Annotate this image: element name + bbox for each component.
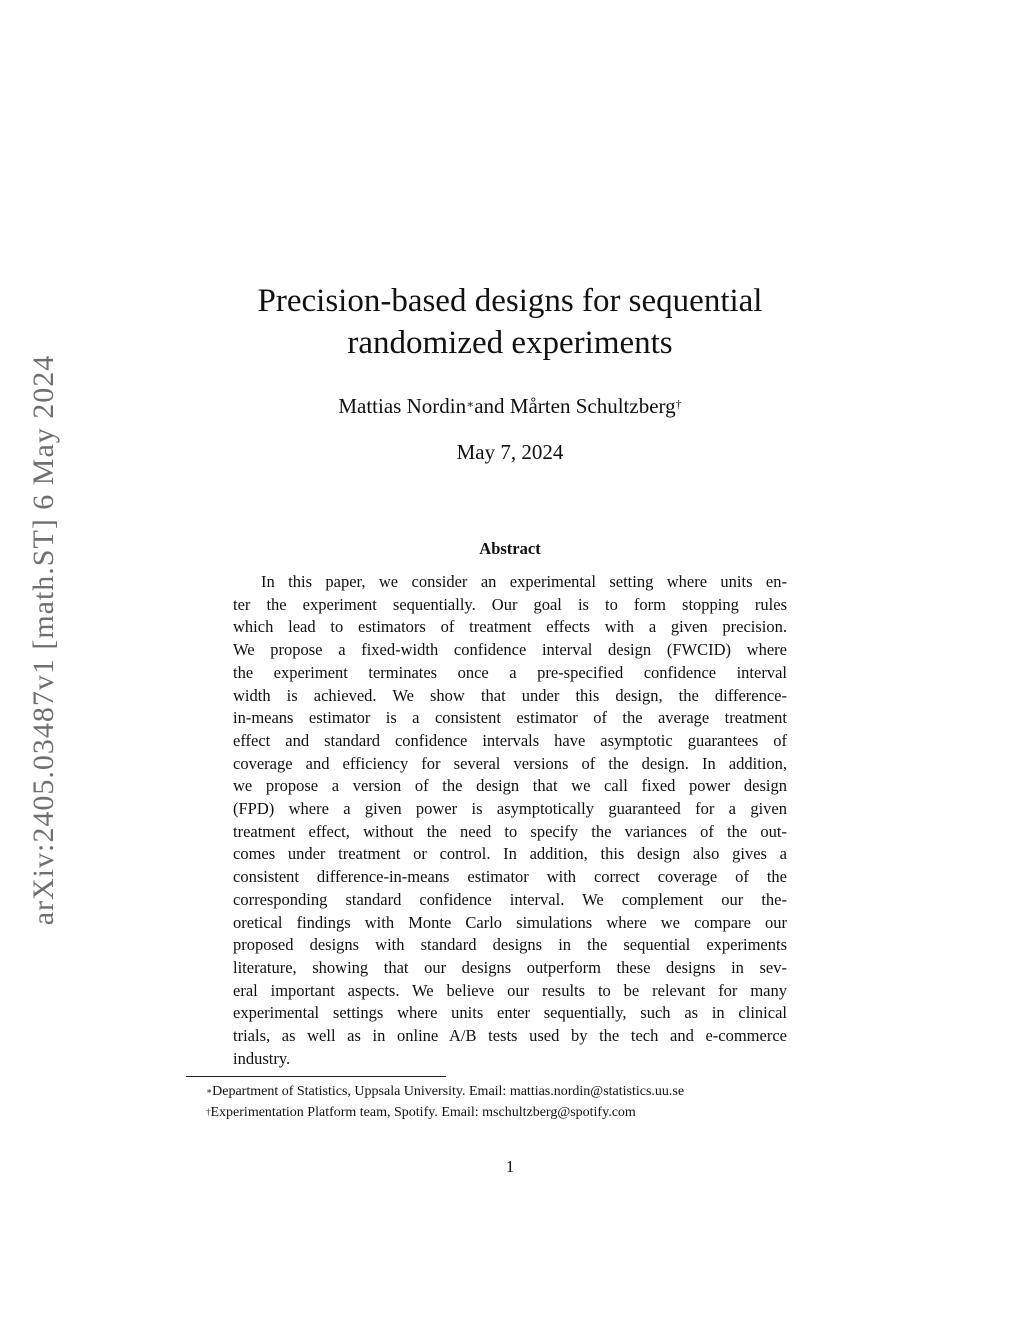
footnote-nordin — [206, 1081, 846, 1102]
abstract-line: eral important aspects. We believe our results to be relevant for many — [233, 980, 787, 1000]
abstract-line: literature, showing that our designs outperform these designs in sev- — [233, 957, 787, 977]
abstract-line: proposed designs with standard designs in the sequential experiments — [233, 935, 787, 955]
abstract-line: comes under treatment or control. In addition, this design also gives a — [233, 844, 787, 864]
abstract-line: We propose a fixed-width confidence interval design (FWCID) where — [233, 640, 787, 660]
abstract-line: ter the experiment sequentially. Our goal is to form stopping rules — [233, 594, 787, 614]
footnote-rule — [186, 1076, 446, 1077]
abstract-line: in-means estimator is a consistent estimator of the average treatment — [233, 708, 787, 728]
paper-title — [200, 280, 820, 364]
abstract-line: consistent difference-in-means estimator with correct coverage of the — [233, 867, 787, 887]
footnote-text[interactable]: Experimentation Platform team, Spotify. Email: mschultzberg@spotify.com — [210, 1105, 636, 1120]
abstract-line: In this paper, we consider an experimental setting where units en- — [261, 572, 787, 591]
arxiv-identifier-stamp[interactable]: arXiv:2405.03487v1 [math.ST] 6 May 2024 — [27, 354, 60, 926]
abstract-line: we propose a version of the design that we call fixed power design — [233, 776, 787, 796]
abstract-line: oretical findings with Monte Carlo simulations where we compare our — [233, 912, 787, 932]
footnote-mark: † — [206, 1107, 211, 1117]
abstract-line: coverage and efficiency for several versions of the design. In addition, — [233, 753, 787, 773]
footnote-schultzberg — [206, 1102, 846, 1123]
abstract-body — [233, 571, 787, 1070]
footnote-mark-dagger[interactable]: † — [675, 397, 682, 411]
abstract-line: treatment effect, without the need to specify the variances of the out- — [233, 821, 787, 841]
abstract-line: industry. — [233, 1048, 291, 1068]
abstract-line: width is achieved. We show that under this design, the difference- — [233, 685, 787, 705]
author-connector: and — [474, 394, 510, 418]
abstract-line: effect and standard confidence intervals have asymptotic guarantees of — [233, 730, 787, 750]
author-list — [200, 392, 820, 420]
title-line-2: randomized experiments — [347, 325, 673, 361]
abstract-line: corresponding standard confidence interval. We complement our the- — [233, 889, 787, 909]
footnote-mark-star[interactable]: ∗ — [466, 397, 475, 411]
title-line-1: Precision-based designs for sequential — [257, 283, 763, 319]
abstract-heading: Abstract — [479, 539, 541, 558]
footnote-text[interactable]: Department of Statistics, Uppsala University. Email: mattias.nordin@statistics.uu.se — [212, 1084, 685, 1099]
author-schultzberg: Mårten Schultzberg — [509, 394, 676, 418]
abstract-line: which lead to estimators of treatment effects with a given precision. — [233, 617, 787, 637]
abstract-line: (FPD) where a given power is asymptotically guaranteed for a given — [233, 799, 787, 819]
footnote-mark: ∗ — [206, 1086, 213, 1096]
abstract-line: experimental settings where units enter sequentially, such as in clinical — [233, 1003, 787, 1023]
abstract-line: trials, as well as in online A/B tests used by the tech and e-commerce — [233, 1026, 787, 1046]
paper-date: May 7, 2024 — [456, 440, 564, 464]
footnotes — [206, 1081, 846, 1123]
page-number: 1 — [505, 1157, 515, 1176]
abstract-line: the experiment terminates once a pre-specified confidence interval — [233, 662, 787, 682]
author-nordin: Mattias Nordin — [338, 394, 467, 418]
